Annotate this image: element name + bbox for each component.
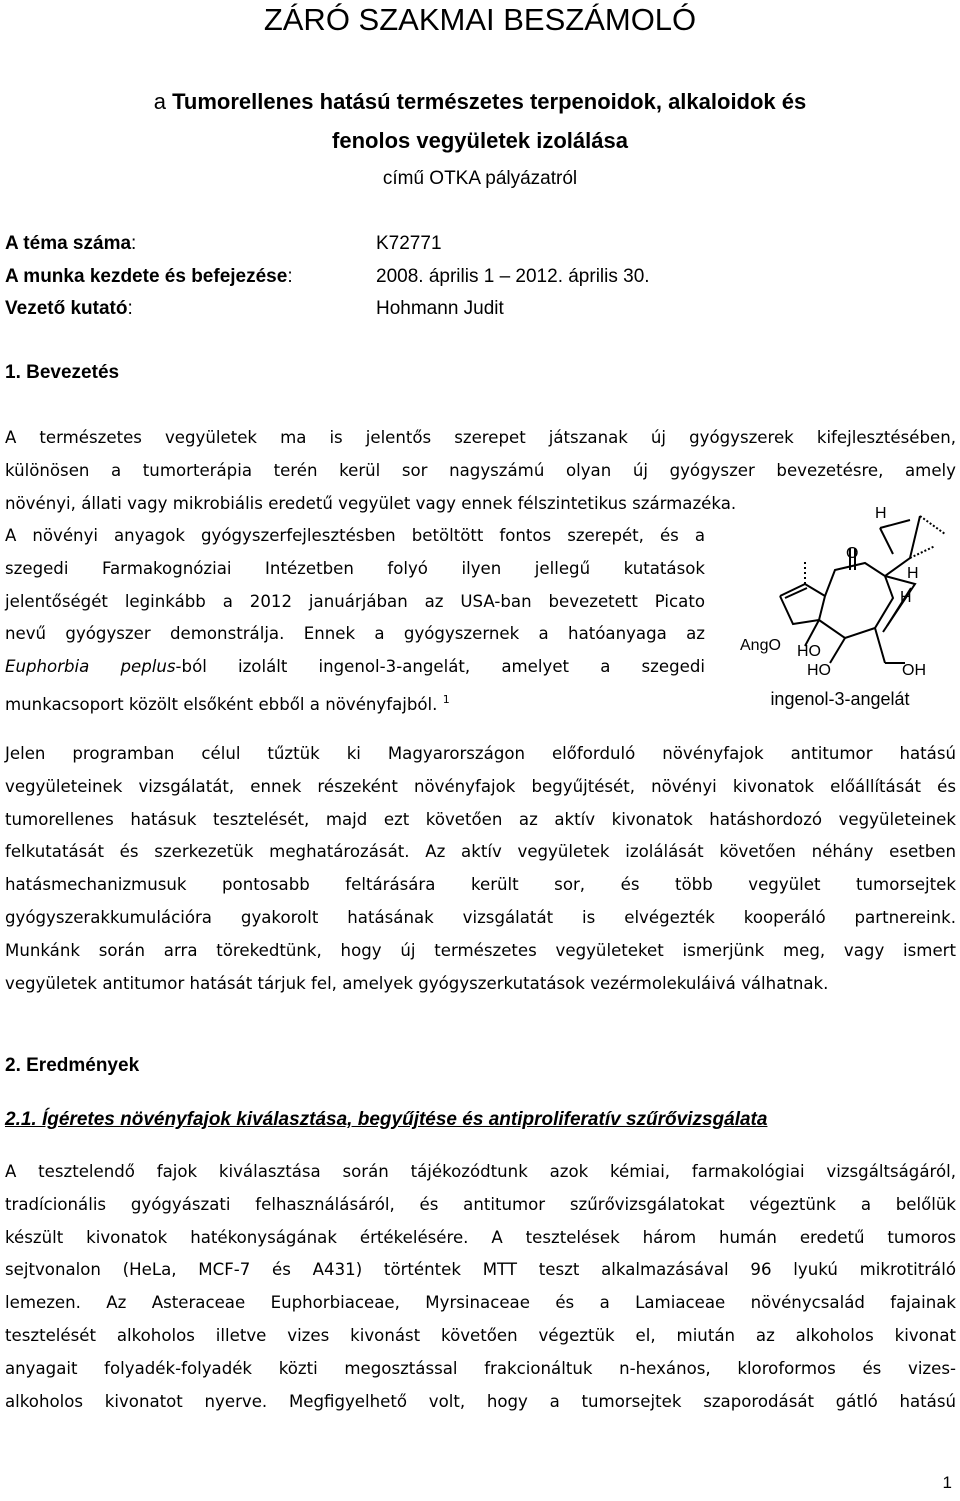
- intro-line: A növényi anyagok gyógyszerfejlesztésben betöltött fontos szerepét, és a: [5, 526, 705, 545]
- label-oxo: O: [846, 545, 859, 562]
- intro-line: jelentőségét leginkább a 2012 januárjában az USA-ban bevezetett Picato: [5, 591, 705, 611]
- meta-topic-label: A téma száma: [5, 233, 132, 254]
- program-line: Munkánk során arra törekedtünk, hogy új természetes vegyületeket ismerjünk meg, vagy ismert: [5, 940, 956, 960]
- intro-line: különösen a tumorterápia terén kerül sor nagyszámú olyan új gyógyszer bevezetésre, amely: [5, 460, 956, 480]
- label-h-top: H: [875, 505, 887, 522]
- project-title-line1: Tumorellenes hatású természetes terpenoidok, alkaloidok és: [172, 89, 807, 114]
- program-line: gyógyszerakkumulációra gyakorolt hatásának vizsgálatát is elvégezték kooperáló partnereink.: [5, 907, 956, 927]
- selection-line: A tesztelendő fajok kiválasztása során tájékozódtunk azok kémiai, farmakológiai vizsgáltságáról,: [5, 1162, 956, 1181]
- subsection-heading: 2.1. Ígéretes növényfajok kiválasztása, begyűjtése és antiproliferatív szűrővizsgálata: [5, 1109, 768, 1130]
- meta-dates-row: [5, 264, 650, 290]
- label-oh: OH: [902, 662, 926, 679]
- label-ho2: HO: [807, 662, 831, 679]
- label-h-right2: H: [900, 589, 912, 606]
- project-title: [0, 82, 960, 160]
- species-name: Euphorbia peplus: [5, 657, 176, 677]
- project-title-lead: a: [153, 89, 166, 114]
- project-title-line2: fenolos vegyületek izolálása: [332, 128, 628, 153]
- intro-paragraph-narrow: [5, 520, 705, 722]
- program-line: tumorellenes hatásuk tesztelését, majd ezt követően az aktív kivonatok hatáshordozó vegyületeinek: [5, 809, 956, 829]
- meta-topic-value: K72771: [376, 233, 442, 254]
- program-line: felkutatását és szerkezetük meghatározását. Az aktív vegyületek izolálását követően néhány esetben: [5, 842, 956, 862]
- document-title: ZÁRÓ SZAKMAI BESZÁMOLÓ: [263, 2, 697, 37]
- selection-line: anyagait folyadék-folyadék közti megosztással frakcionáltuk n-hexános, kloroformos és vizes-: [5, 1358, 956, 1378]
- program-line: vegyületek antitumor hatását tárjuk fel, amelyek gyógyszerkutatások vezérmolekuláivá válhatnak.: [5, 973, 829, 993]
- selection-line: tradícionális gyógyászati felhasználásáról, és antitumor szűrővizsgálatokat végeztünk a belőlük: [5, 1194, 956, 1214]
- program-line: hatásmechanizmusuk pontosabb feltárására került sor, és több vegyület tumorsejtek: [5, 875, 956, 895]
- meta-dates-colon: :: [287, 266, 293, 287]
- selection-line: sejtvonalon (HeLa, MCF-7 és A431) történtek MTT teszt alkalmazásával 96 lyukú mikrotitráló: [5, 1260, 956, 1280]
- label-ango: AngO: [740, 637, 781, 654]
- meta-topic-colon: :: [131, 233, 137, 254]
- intro-last-text: munkacsoport közölt elsőként ebből a növényfajból.: [5, 694, 438, 714]
- meta-dates-value: 2008. április 1 – 2012. április 30.: [376, 266, 650, 287]
- intro-line: [5, 684, 705, 722]
- program-line: vegyületeinek vizsgálatát, ennek részeként növényfajok begyűjtését, növényi kivonatok előállítását és: [5, 776, 956, 796]
- selection-line: tesztelését alkoholos illetve vizes kivonást követően végeztük el, miután az alkoholos kivonat: [5, 1325, 956, 1345]
- program-paragraph: [5, 738, 956, 1000]
- label-ho1: HO: [797, 643, 821, 660]
- intro-line: A természetes vegyületek ma is jelentős szerepet játszanak új gyógyszerek kifejlesztésében,: [5, 428, 956, 447]
- selection-paragraph: [5, 1156, 956, 1418]
- meta-leader-label: Vezető kutató: [5, 298, 128, 319]
- ingenol-structure: [735, 498, 950, 718]
- intro-line: nevű gyógyszer demonstrálja. Ennek a gyógyszernek a hatóanyaga az: [5, 624, 705, 644]
- results-heading: 2. Eredmények: [5, 1055, 140, 1076]
- selection-line: készült kivonatok hatékonyságának értékelésére. A tesztelések három humán eredetű tumoros: [5, 1227, 956, 1247]
- grant-source: című OTKA pályázatról: [382, 168, 578, 189]
- program-line: Jelen programban célul tűztük ki Magyarországon előforduló növényfajok antitumor hatású: [5, 744, 956, 763]
- structure-caption: ingenol-3-angelát: [770, 689, 910, 709]
- intro-line-species: [5, 651, 705, 684]
- intro-line: növényi, állati vagy mikrobiális eredetű vegyület vagy ennek félszintetikus származéka.: [5, 493, 737, 513]
- chemical-structure-drawing: [735, 498, 950, 688]
- page-number: 1: [942, 1473, 952, 1492]
- intro-line: szegedi Farmakognóziai Intézetben folyó ilyen jellegű kutatások: [5, 558, 705, 578]
- label-h-right1: H: [907, 565, 919, 582]
- selection-line: lemezen. Az Asteraceae Euphorbiaceae, Myrsinaceae és a Lamiaceae növénycsalád fajainak: [5, 1293, 956, 1313]
- species-suffix: -ból izolált ingenol-3-angelát, amelyet a szegedi: [175, 657, 705, 677]
- meta-topic-row: [5, 231, 442, 257]
- meta-leader-row: [5, 296, 504, 322]
- intro-heading: 1. Bevezetés: [5, 362, 120, 383]
- footnote-ref: 1: [442, 692, 450, 706]
- meta-leader-colon: :: [127, 298, 133, 319]
- selection-line: alkoholos kivonatot nyerve. Megfigyelhető volt, hogy a tumorsejtek szaporodását gátló hatású: [5, 1391, 956, 1411]
- meta-leader-value: Hohmann Judit: [376, 298, 504, 319]
- meta-dates-label: A munka kezdete és befejezése: [5, 266, 288, 287]
